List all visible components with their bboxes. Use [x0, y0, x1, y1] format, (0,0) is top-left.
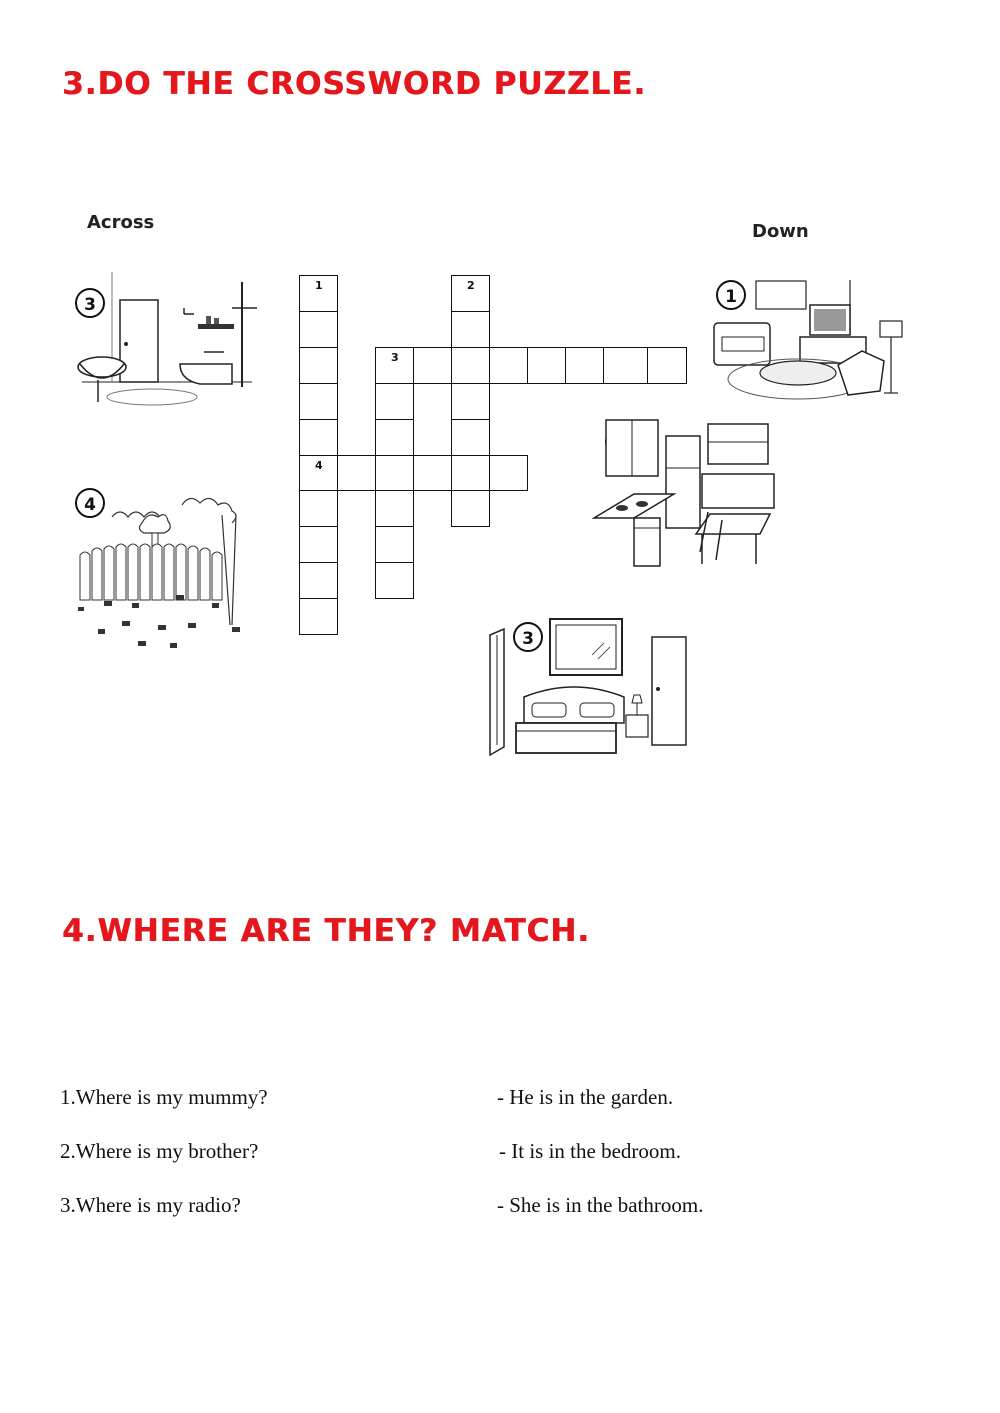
crossword-cell[interactable] — [299, 383, 338, 420]
clue-number: 3 — [391, 351, 399, 364]
crossword-cell[interactable] — [299, 419, 338, 456]
kitchen-icon — [592, 418, 782, 570]
crossword-cell[interactable] — [375, 526, 414, 563]
crossword-cell[interactable] — [451, 383, 490, 420]
crossword-cell[interactable] — [489, 347, 528, 384]
match-question-2: 2.Where is my brother? — [60, 1139, 259, 1163]
crossword-cell[interactable] — [299, 562, 338, 599]
crossword-cell[interactable] — [413, 455, 452, 491]
crossword-cell[interactable] — [565, 347, 604, 384]
crossword-cell[interactable] — [489, 455, 528, 491]
down-label: Down — [752, 221, 809, 242]
bathroom-number: 3 — [84, 295, 96, 315]
crossword-cell[interactable] — [375, 455, 414, 491]
crossword-cell[interactable] — [299, 526, 338, 563]
crossword-cell[interactable] — [299, 455, 338, 491]
match-answer-1: - He is in the garden. — [497, 1085, 674, 1109]
garden-icon — [72, 485, 252, 660]
crossword-cell[interactable] — [647, 347, 687, 384]
crossword-cell[interactable] — [375, 347, 414, 384]
crossword-cell[interactable] — [451, 490, 490, 527]
garden-number: 4 — [84, 495, 96, 515]
crossword-cell[interactable] — [413, 347, 452, 384]
crossword-cell[interactable] — [299, 275, 338, 312]
match-answer-3: - She is in the bathroom. — [497, 1193, 704, 1217]
crossword-cell[interactable] — [451, 275, 490, 312]
crossword-cell[interactable] — [375, 562, 414, 599]
crossword-cell[interactable] — [603, 347, 648, 384]
match-question-1: 1.Where is my mummy? — [60, 1085, 268, 1109]
match-answer-2: - It is in the bedroom. — [499, 1139, 681, 1163]
bathroom-icon — [72, 272, 262, 412]
bedroom-icon — [486, 615, 691, 757]
crossword-cell[interactable] — [451, 311, 490, 348]
crossword-cell[interactable] — [299, 347, 338, 384]
crossword-cell[interactable] — [527, 347, 566, 384]
living-room-icon — [708, 275, 918, 410]
match-section-title: 4.WHERE ARE THEY? MATCH. — [62, 913, 590, 949]
living-room-number: 1 — [725, 287, 737, 307]
crossword-cell[interactable] — [451, 347, 490, 384]
crossword-cell[interactable] — [337, 455, 376, 491]
crossword-cell[interactable] — [451, 455, 490, 491]
crossword-cell[interactable] — [299, 490, 338, 527]
crossword-cell[interactable] — [299, 311, 338, 348]
crossword-cell[interactable] — [299, 598, 338, 635]
clue-number: 4 — [315, 459, 323, 472]
crossword-section-title: 3.DO THE CROSSWORD PUZZLE. — [62, 66, 647, 102]
bedroom-number: 3 — [522, 629, 534, 649]
clue-number: 1 — [315, 279, 323, 292]
crossword-cell[interactable] — [451, 419, 490, 456]
across-label: Across — [87, 212, 155, 233]
match-question-3: 3.Where is my radio? — [60, 1193, 241, 1217]
crossword-cell[interactable] — [375, 490, 414, 527]
crossword-cell[interactable] — [375, 419, 414, 456]
crossword-cell[interactable] — [375, 383, 414, 420]
clue-number: 2 — [467, 279, 475, 292]
